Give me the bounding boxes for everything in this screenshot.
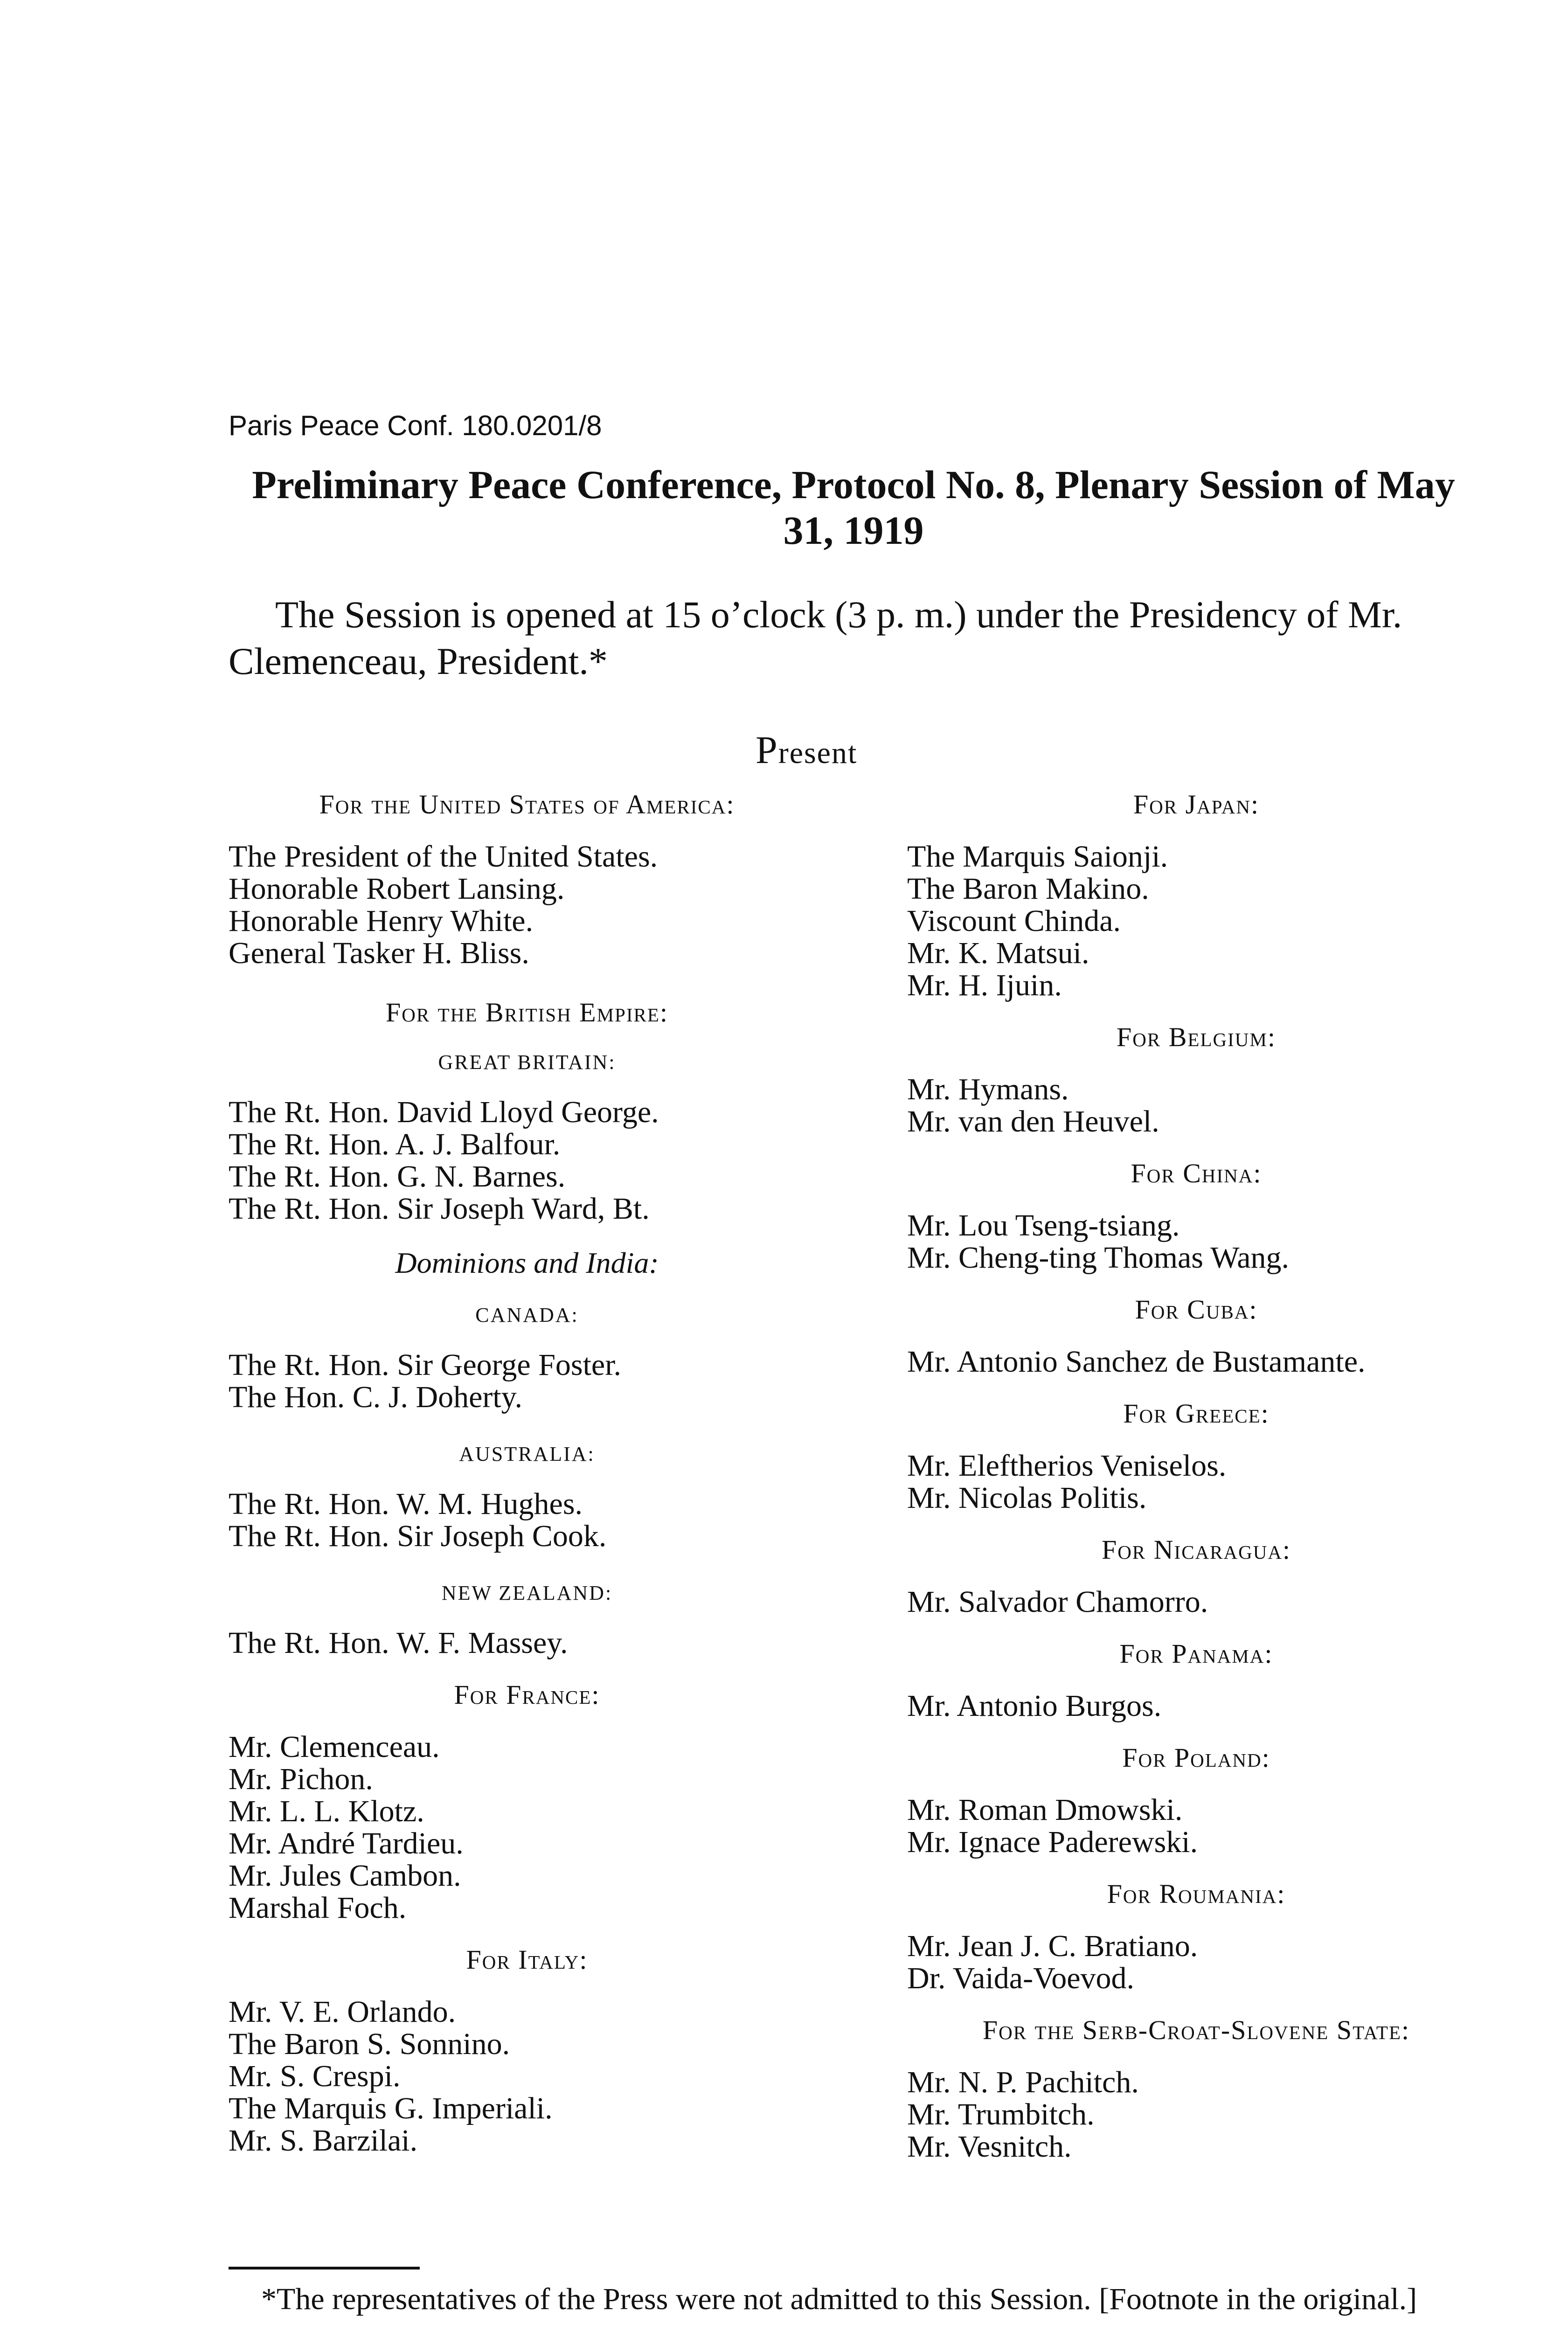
delegation-list-poland: [907, 1794, 1485, 1858]
delegation-list-australia: [229, 1488, 826, 1552]
list-item: Mr. André Tardieu.: [229, 1826, 464, 1860]
list-item: Mr. Lou Tseng-tsiang.: [907, 1208, 1180, 1242]
list-item: Marshal Foch.: [229, 1891, 407, 1925]
list-item: The President of the United States.: [229, 840, 658, 874]
delegation-list-canada: [229, 1349, 826, 1413]
list-item: Mr. S. Crespi.: [229, 2059, 401, 2093]
list-item: The Rt. Hon. W. M. Hughes.: [229, 1487, 583, 1521]
delegation-heading-greece: For Greece:: [1123, 1398, 1270, 1429]
list-item: The Rt. Hon. G. N. Barnes.: [229, 1159, 566, 1194]
delegation-heading-roumania: For Roumania:: [1107, 1879, 1286, 1909]
list-item: Honorable Henry White.: [229, 904, 534, 938]
list-item: The Rt. Hon. David Lloyd George.: [229, 1095, 659, 1129]
list-item: Mr. N. P. Pachitch.: [907, 2065, 1139, 2099]
list-item: Mr. Vesnitch.: [907, 2130, 1072, 2164]
list-item: Mr. Trumbitch.: [907, 2097, 1095, 2131]
list-item: Mr. Nicolas Politis.: [907, 1481, 1147, 1515]
delegation-heading-serb-croat-slovene: For the Serb-Croat-Slovene State:: [982, 2015, 1410, 2045]
delegation-list-panama: [907, 1690, 1485, 1722]
list-item: The Rt. Hon. Sir Joseph Cook.: [229, 1519, 607, 1553]
list-item: The Rt. Hon. Sir George Foster.: [229, 1348, 622, 1382]
list-item: Viscount Chinda.: [907, 904, 1121, 938]
list-item: The Marquis Saionji.: [907, 840, 1168, 874]
list-item: Dr. Vaida-Voevod.: [907, 1961, 1135, 1995]
delegation-list-belgium: [907, 1073, 1485, 1138]
list-item: General Tasker H. Bliss.: [229, 936, 529, 970]
list-item: The Baron S. Sonnino.: [229, 2027, 510, 2061]
list-item: Mr. V. E. Orlando.: [229, 1995, 456, 2029]
delegation-heading-france: For France:: [454, 1680, 600, 1710]
footnote-divider: [229, 2267, 420, 2270]
list-item: Mr. Eleftherios Veniselos.: [907, 1449, 1227, 1483]
left-column: [229, 788, 826, 2157]
page-title: Preliminary Peace Conference, Protocol No. 8, Plenary Session of May 31, 1919: [252, 462, 1455, 553]
subheading-dominions: Dominions and India:: [395, 1246, 659, 1279]
list-item: Mr. Pichon.: [229, 1762, 373, 1796]
list-item: The Hon. C. J. Doherty.: [229, 1380, 522, 1414]
delegation-heading-belgium: For Belgium:: [1117, 1022, 1276, 1052]
list-item: Mr. Jules Cambon.: [229, 1859, 461, 1893]
list-item: Mr. K. Matsui.: [907, 936, 1089, 970]
list-item: Mr. van den Heuvel.: [907, 1104, 1159, 1138]
delegation-heading-usa: For the United States of America:: [319, 789, 735, 819]
delegation-heading-japan: For Japan:: [1133, 789, 1260, 819]
list-item: Mr. Salvador Chamorro.: [907, 1585, 1208, 1619]
delegation-heading-poland: For Poland:: [1122, 1742, 1270, 1773]
list-item: The Rt. Hon. W. F. Massey.: [229, 1626, 568, 1660]
delegation-list-greece: [907, 1450, 1485, 1514]
list-item: Mr. Hymans.: [907, 1072, 1069, 1106]
list-item: The Baron Makino.: [907, 872, 1149, 906]
subheading-new-zealand: NEW ZEALAND:: [441, 1582, 613, 1604]
document-reference: Paris Peace Conf. 180.0201/8: [229, 410, 602, 441]
delegation-list-nicaragua: [907, 1586, 1485, 1618]
delegation-heading-british-empire: For the British Empire:: [385, 997, 669, 1027]
present-heading: Present: [756, 729, 858, 772]
delegation-heading-italy: For Italy:: [466, 1944, 588, 1975]
list-item: Mr. Antonio Burgos.: [907, 1689, 1162, 1723]
footnote: *The representatives of the Press were not admitted to this Session. [Footnote in the original.]: [261, 2282, 1417, 2316]
delegation-list-usa: [229, 840, 826, 969]
subheading-great-britain: GREAT BRITAIN:: [438, 1051, 616, 1074]
list-item: Mr. Cheng-ting Thomas Wang.: [907, 1241, 1290, 1275]
list-item: The Rt. Hon. Sir Joseph Ward, Bt.: [229, 1192, 650, 1226]
list-item: Mr. S. Barzilai.: [229, 2124, 418, 2158]
list-item: Mr. Roman Dmowski.: [907, 1793, 1183, 1827]
delegation-list-serb-croat-slovene: [907, 2066, 1485, 2163]
list-item: Mr. H. Ijuin.: [907, 968, 1062, 1002]
list-item: The Marquis G. Imperiali.: [229, 2091, 553, 2125]
list-item: Mr. L. L. Klotz.: [229, 1794, 424, 1828]
delegation-list-cuba: [907, 1346, 1485, 1378]
delegation-list-japan: [907, 840, 1485, 1001]
delegation-list-new-zealand: [229, 1627, 826, 1659]
intro-paragraph: The Session is opened at 15 o’clock (3 p. m.) under the Presidency of Mr. Clemenceau, President.*: [229, 593, 1402, 682]
list-item: Mr. Jean J. C. Bratiano.: [907, 1929, 1198, 1963]
list-item: Mr. Ignace Paderewski.: [907, 1825, 1198, 1859]
delegation-list-italy: [229, 1996, 826, 2157]
delegation-list-roumania: [907, 1930, 1485, 1994]
subheading-canada: CANADA:: [475, 1304, 579, 1326]
right-column: [907, 788, 1485, 2163]
subheading-australia: AUSTRALIA:: [459, 1443, 595, 1465]
delegation-heading-panama: For Panama:: [1119, 1638, 1273, 1669]
delegation-heading-nicaragua: For Nicaragua:: [1101, 1534, 1291, 1565]
delegation-list-great-britain: [229, 1096, 826, 1225]
list-item: Mr. Antonio Sanchez de Bustamante.: [907, 1345, 1366, 1379]
delegation-list-china: [907, 1209, 1485, 1274]
list-item: Honorable Robert Lansing.: [229, 872, 565, 906]
delegation-list-france: [229, 1731, 826, 1924]
list-item: The Rt. Hon. A. J. Balfour.: [229, 1127, 561, 1161]
delegation-heading-cuba: For Cuba:: [1135, 1294, 1258, 1325]
list-item: Mr. Clemenceau.: [229, 1730, 440, 1764]
delegation-heading-china: For China:: [1131, 1158, 1262, 1188]
